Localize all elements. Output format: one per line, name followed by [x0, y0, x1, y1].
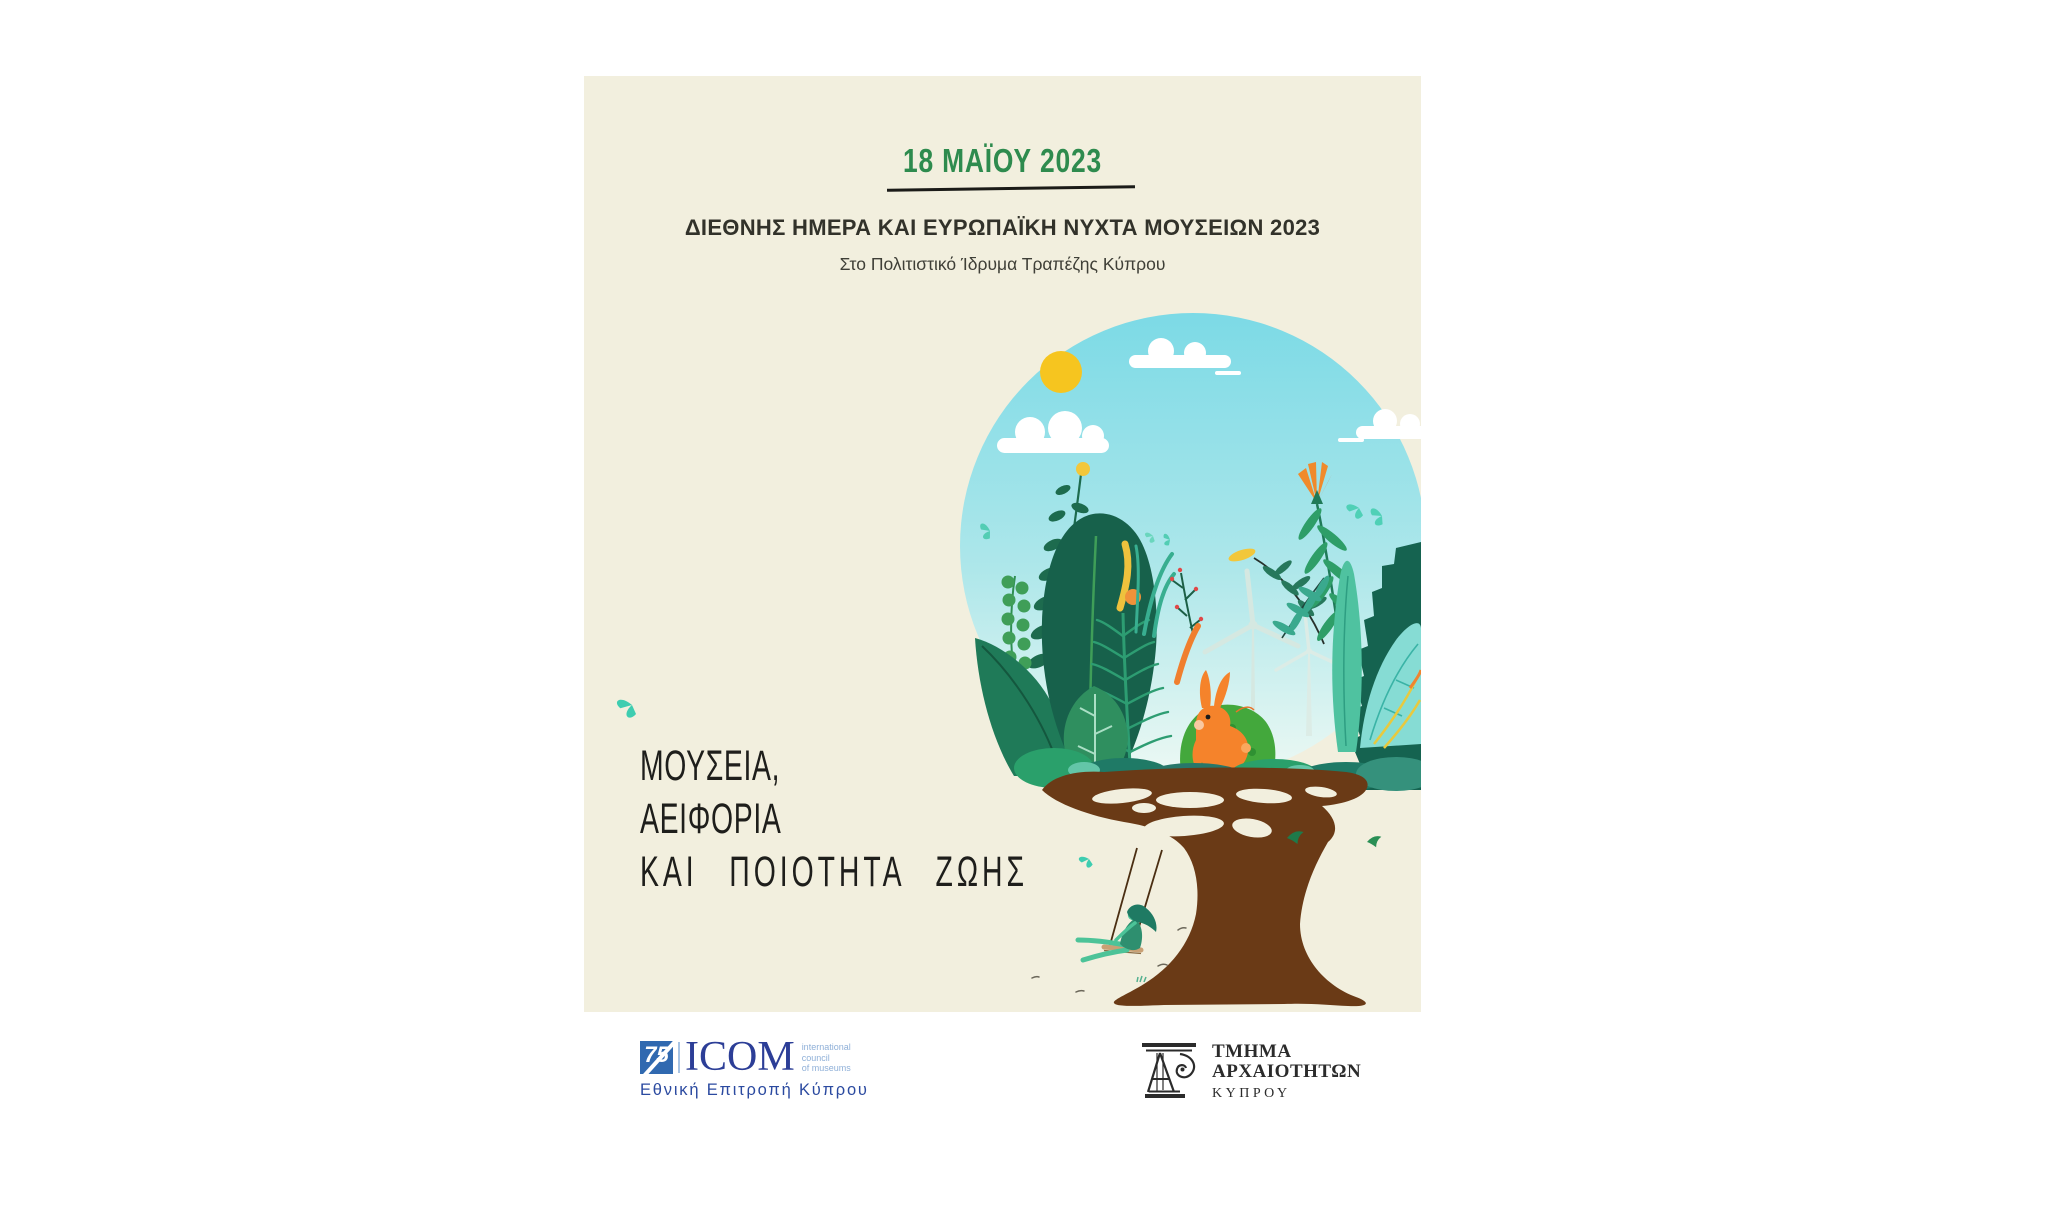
date-heading: 18 ΜΑΪΟΥ 2023 — [903, 142, 1102, 179]
antiquities-logo — [1140, 1042, 1361, 1102]
icom-committee-label: Εθνική Επιτροπή Κύπρου — [640, 1081, 869, 1099]
grass-tuft — [1137, 976, 1146, 982]
swing-person-icon — [1078, 905, 1157, 960]
icom-75-badge: 75 — [640, 1041, 673, 1074]
antiquities-name-line3: ΚΥΠΡΟΥ — [1212, 1086, 1291, 1101]
event-title: ΔΙΕΘΝΗΣ ΗΜΕΡΑ ΚΑΙ ΕΥΡΩΠΑΪΚΗ ΝΥΧΤΑ ΜΟΥΣΕΙΩΝ 2023 — [684, 215, 1321, 240]
headline — [640, 740, 1028, 899]
headline-line-1: ΜΟΥΣΕΙΑ, — [640, 742, 781, 790]
event-subtitle: Στο Πολιτιστικό Ίδρυμα Τραπέζης Κύπρου — [839, 254, 1166, 274]
column-icon — [1140, 1042, 1202, 1100]
antiquities-name-line2: ΑΡΧΑΙΟΤΗΤΩΝ — [1212, 1061, 1362, 1082]
icom-wordmark: ICOM — [685, 1034, 795, 1080]
headline-line-2: ΑΕΙΦΟΡΙΑ — [640, 795, 782, 843]
tree-icon — [1042, 768, 1368, 1007]
headline-line-3: ΚΑΙ ΠΟΙΟΤΗΤΑ ΖΩΗΣ — [640, 848, 1028, 896]
antiquities-name-line1: ΤΜΗΜΑ — [1212, 1041, 1292, 1062]
icom-tagline: international council of museums — [801, 1042, 851, 1073]
poster — [584, 76, 1421, 1012]
icom-logo — [640, 1034, 869, 1100]
sun-icon — [1040, 351, 1082, 393]
icom-divider — [678, 1042, 680, 1073]
